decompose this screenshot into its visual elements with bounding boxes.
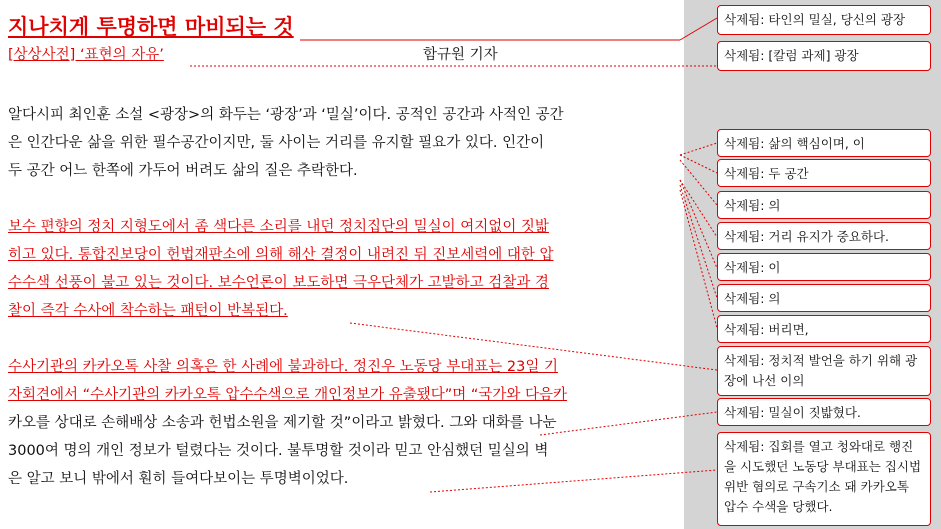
comment-balloon[interactable]: 삭제됨: [칼럼 과제] 광장 [717, 41, 931, 71]
para2-line2: 히고 있다. 통합진보당이 헌법재판소에 의해 해산 결정이 내려진 뒤 진보세력에 대한 압 [8, 247, 554, 263]
para3-line5: 은 알고 보니 밖에서 훤히 들여다보이는 투명벽이었다. [8, 471, 349, 487]
para2-line1: 보수 편향의 정치 지형도에서 좀 색다른 소리를 내던 정치집단의 밀실이 여지없이 짓밟 [8, 219, 549, 235]
comment-balloon[interactable]: 삭제됨: 정치적 발언을 하기 위해 광장에 나선 이의 [717, 346, 931, 396]
comment-balloon[interactable]: 삭제됨: 버리면, [717, 315, 931, 343]
byline-tag: [상상사전] ‘표현의 자유’ [8, 47, 164, 63]
byline-author: 함규원 기자 [423, 47, 498, 63]
comment-balloon[interactable]: 삭제됨: 삶의 핵심이며, 이 [717, 129, 931, 157]
para1-line3: 두 공간 어느 한쪽에 가두어 버려도 삶의 질은 추락한다. [8, 163, 358, 179]
comment-balloon[interactable]: 삭제됨: 타인의 밀실, 당신의 광장 [717, 5, 931, 35]
comment-balloon[interactable]: 삭제됨: 의 [717, 284, 931, 312]
para1-line1: 알다시피 최인훈 소설 <광장>의 화두는 ‘광장’과 ‘밀실’이다. 공적인 공간과 사적인 공간 [8, 107, 564, 123]
comment-balloon[interactable]: 삭제됨: 두 공간 [717, 159, 931, 187]
para3-line1: 수사기관의 카카오톡 사찰 의혹은 한 사례에 불과하다. 정진우 노동당 부대표는 23일 기 [8, 359, 558, 375]
comment-balloon[interactable]: 삭제됨: 거리 유지가 중요하다. [717, 222, 931, 250]
comment-balloon[interactable]: 삭제됨: 의 [717, 191, 931, 219]
para2-line3: 수수색 선풍이 불고 있는 것이다. 보수언론이 보도하면 극우단체가 고발하고 검찰과 경 [8, 275, 549, 291]
para2-line4: 찰이 즉각 수사에 착수하는 패턴이 반복된다. [8, 303, 288, 319]
doc-title: 지나치게 투명하면 마비되는 것 [8, 15, 294, 39]
para3-line2: 자회견에서 “수사기관의 카카오톡 압수수색으로 개인정보가 유출됐다”며 “국가와 다음카 [8, 387, 568, 403]
para3-line4: 3000여 명의 개인 정보가 털렸다는 것이다. 불투명할 것이라 믿고 안심했던 밀실의 벽 [8, 443, 549, 459]
comment-balloon[interactable]: 삭제됨: 밀실이 짓밟혔다. [717, 398, 931, 426]
para1-line2: 은 인간다운 삶을 위한 필수공간이지만, 둘 사이는 거리를 유지할 필요가 있다. 인간이 [8, 135, 545, 151]
comment-balloon[interactable]: 삭제됨: 집회를 열고 청와대로 행진을 시도했던 노동당 부대표는 집시법 위반 혐의로 구속기소 돼 카카오톡 압수 수색을 당했다. [717, 432, 931, 526]
para3-line3: 카오를 상대로 손해배상 소송과 헌법소원을 제기할 것”이라고 밝혔다. 그와 대화를 나눈 [8, 415, 557, 431]
comment-balloon[interactable]: 삭제됨: 이 [717, 253, 931, 281]
